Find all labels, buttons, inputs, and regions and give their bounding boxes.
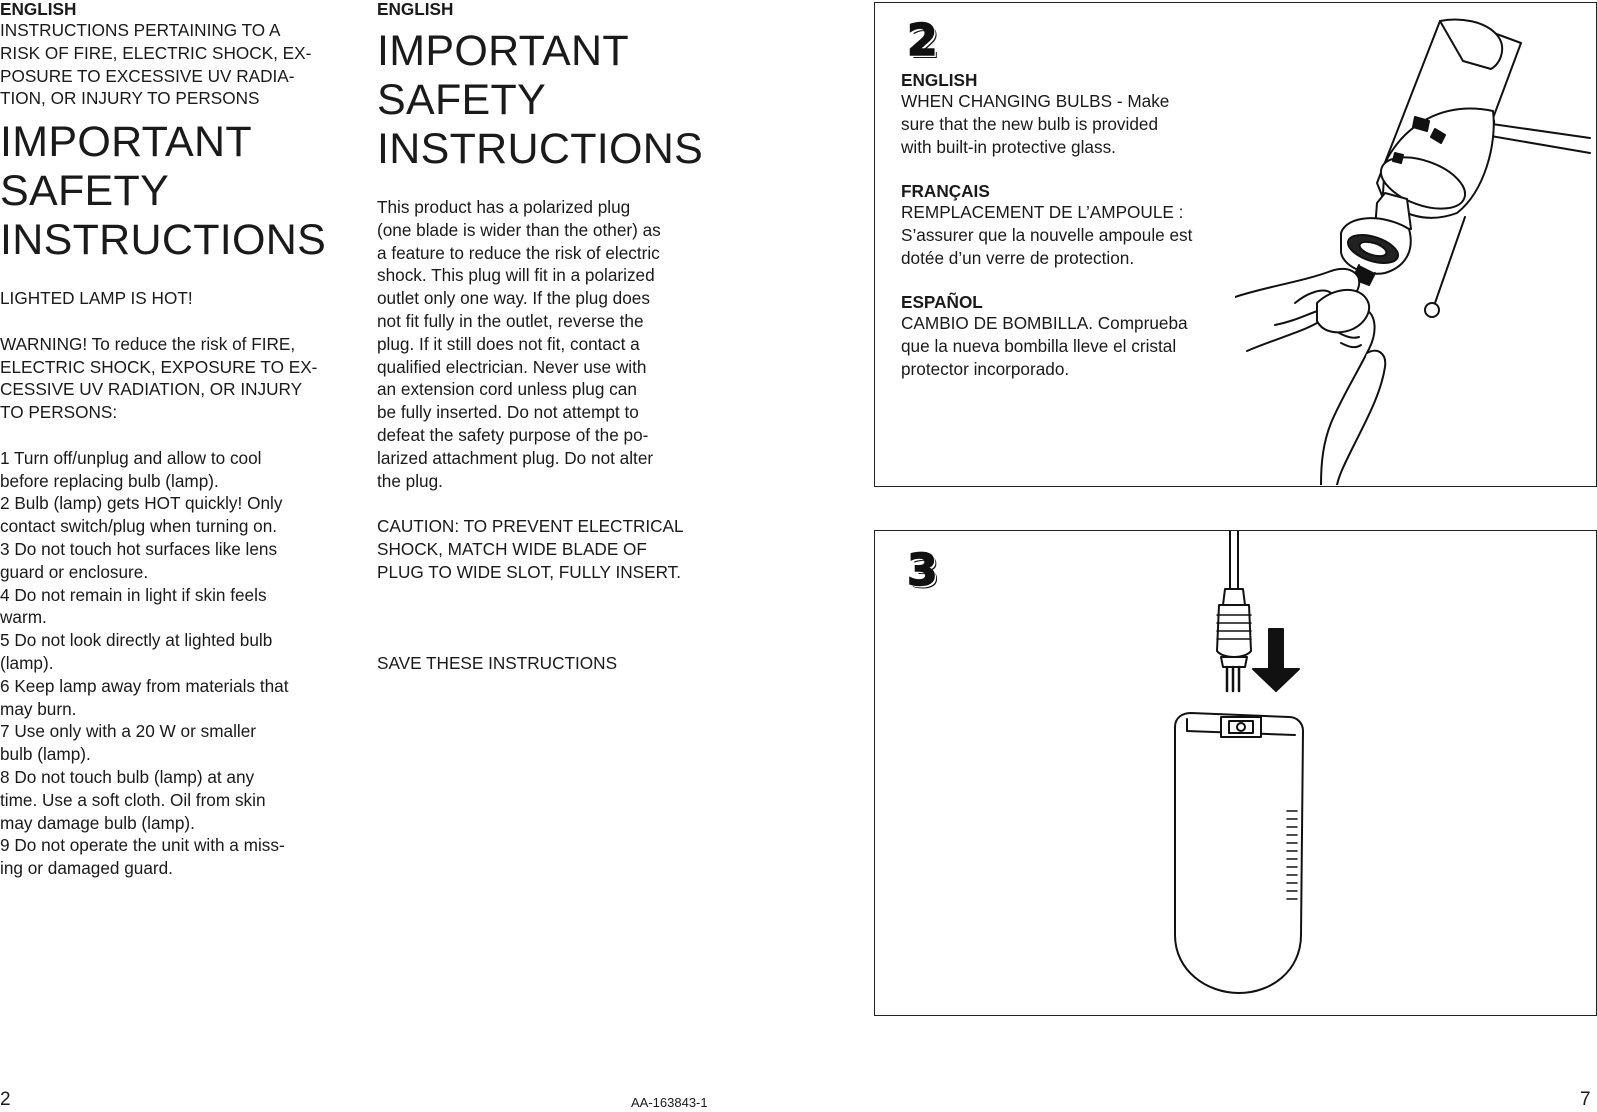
step-2-panel (874, 2, 1597, 487)
section-heading: IMPORTANT SAFETY INSTRUCTIONS (377, 27, 704, 173)
list-line: may burn. (0, 698, 77, 719)
save-instructions: SAVE THESE INSTRUCTIONS (377, 652, 618, 673)
page-number-right: 7 (1580, 1089, 1591, 1110)
warning-text: WARNING! To reduce the risk of FIRE, ELECTRIC SHOCK, EXPOSURE TO EX- CESSIVE UV RADIATION, OR INJURY TO PERSONS: (0, 333, 318, 423)
list-line: 7 Use only with a 20 W or smaller (0, 721, 256, 742)
list-line: before replacing bulb (lamp). (0, 470, 219, 491)
safety-column-1 (0, 0, 345, 880)
polarized-plug-text: This product has a polarized plug (one blade is wider than the other) as a feature to reduce the risk of electric shock. This plug will fit in a polarized outlet only one way. If the plug does not fit fully in the outlet, reverse the plug. If it still does not fit, contact a qualified electrician. Never use with an extension cord unless plug can be fully inserted. Do not attempt to defeat the safety purpose of the po- larized attachment plug. Do not alter the plug. (377, 197, 661, 491)
hot-warning: LIGHTED LAMP IS HOT! (0, 288, 193, 309)
language-heading: ENGLISH (377, 0, 454, 19)
language-heading: ENGLISH (901, 70, 978, 90)
list-line: 9 Do not operate the unit with a miss- (0, 835, 285, 856)
caution-text: CAUTION: TO PREVENT ELECTRICAL SHOCK, MATCH WIDE BLADE OF PLUG TO WIDE SLOT, FULLY INSERT. (377, 516, 684, 582)
list-line: 5 Do not look directly at lighted bulb (0, 630, 273, 651)
list-line: guard or enclosure. (0, 561, 149, 582)
section-heading: IMPORTANT SAFETY INSTRUCTIONS (0, 118, 327, 265)
language-heading: ENGLISH (0, 0, 77, 19)
step-number: 2 (907, 15, 938, 66)
list-line: 3 Do not touch hot surfaces like lens (0, 538, 278, 559)
list-line: 4 Do not remain in light if skin feels (0, 584, 267, 605)
list-line: 1 Turn off/unplug and allow to cool (0, 447, 262, 468)
bulb-replacement-illustration (1235, 3, 1595, 485)
list-line: ing or damaged guard. (0, 858, 173, 879)
language-heading: FRANÇAIS (901, 181, 990, 201)
list-line: warm. (0, 607, 47, 628)
safety-column-2 (377, 0, 722, 674)
english-block: ENGLISH WHEN CHANGING BULBS - Make sure that the new bulb is provided with built-in protective glass. (901, 71, 1256, 159)
intro-text: INSTRUCTIONS PERTAINING TO A RISK OF FIRE, ELECTRIC SHOCK, EX- POSURE TO EXCESSIVE UV RADIA- TION, OR INJURY TO PERSONS (0, 20, 312, 109)
list-line: bulb (lamp). (0, 744, 91, 765)
list-line: time. Use a soft cloth. Oil from skin (0, 789, 266, 810)
list-line: 8 Do not touch bulb (lamp) at any (0, 766, 255, 787)
plug-and-adapter-illustration (1135, 531, 1375, 1015)
list-line: 2 Bulb (lamp) gets HOT quickly! Only (0, 493, 283, 514)
list-line: (lamp). (0, 652, 54, 673)
page-number-left: 2 (0, 1089, 11, 1110)
safety-list (0, 447, 345, 880)
list-line: 6 Keep lamp away from materials that (0, 675, 289, 696)
step-3-panel (874, 530, 1597, 1016)
step-number: 3 (907, 545, 938, 596)
language-heading: ESPAÑOL (901, 292, 983, 312)
french-block: FRANÇAIS REMPLACEMENT DE L’AMPOULE : S’assurer que la nouvelle ampoule est dotée d’un verre de protection. (901, 182, 1256, 270)
document-code: AA-163843-1 (631, 1095, 708, 1110)
list-line: may damage bulb (lamp). (0, 812, 195, 833)
spanish-block: ESPAÑOL CAMBIO DE BOMBILLA. Comprueba que la nueva bombilla lleve el cristal protector incorporado. (901, 293, 1256, 381)
bulb-change-text (901, 71, 1256, 404)
list-line: contact switch/plug when turning on. (0, 516, 278, 537)
